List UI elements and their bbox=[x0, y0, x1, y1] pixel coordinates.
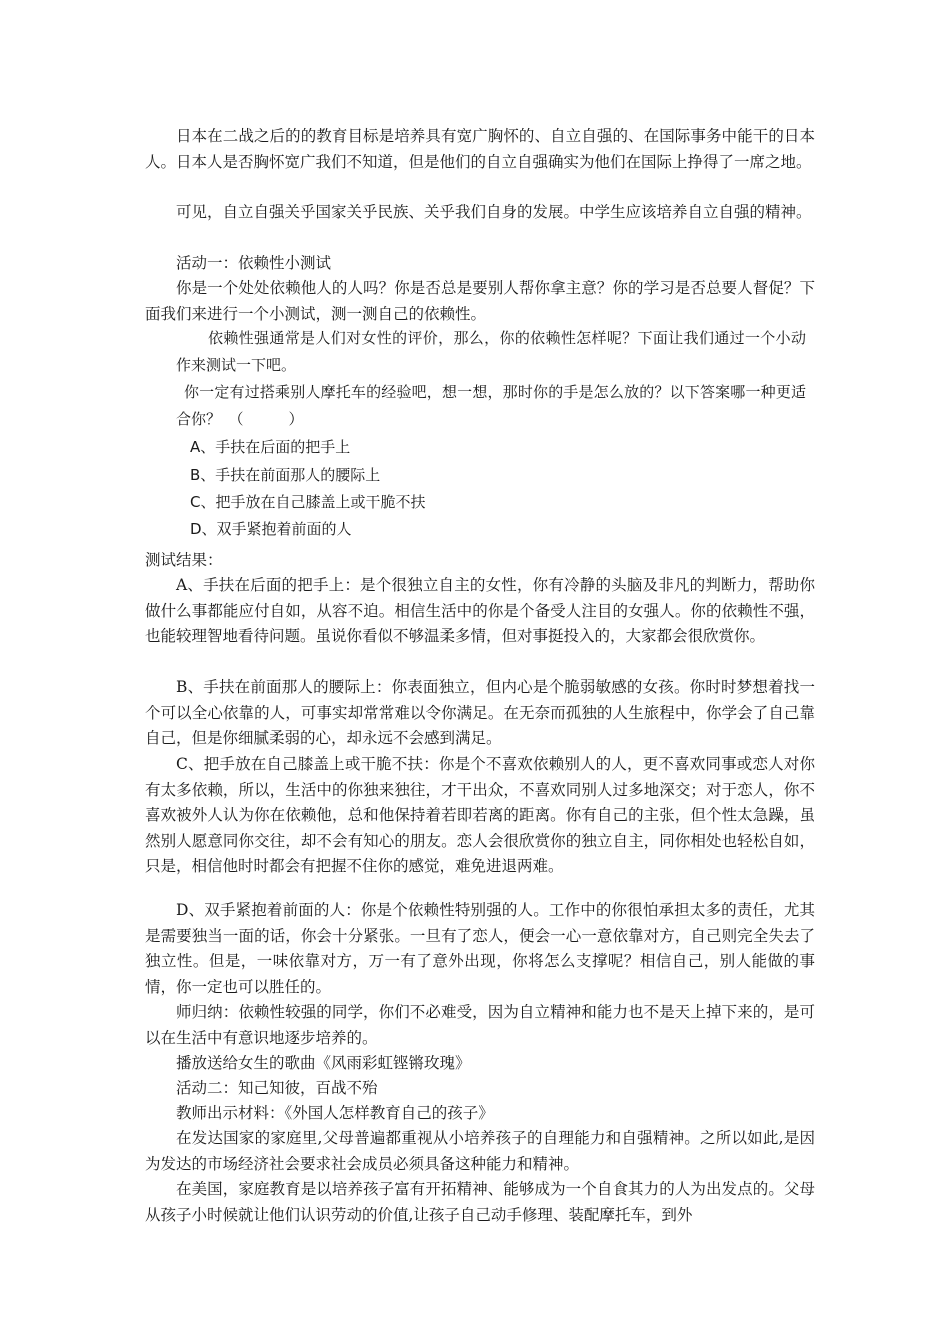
result-b: B、手扶在前面那人的腰际上：你表面独立，但内心是个脆弱敏感的女孩。你时时梦想着找一个可以全心依靠的人，可事实却常常难以令你满足。在无奈而孤独的人生旅程中，你学会了自己靠自己，但是你细腻柔弱的心，却永远不会感到满足。 bbox=[145, 678, 815, 747]
paragraph-dependence-intro: 你是一个处处依赖他人的人吗？你是否总是要别人帮你拿主意？你的学习是否总要人督促？下面我们来进行一个小测试，测一测自己的依赖性。 bbox=[145, 279, 815, 323]
paragraph-self-reliance: 可见，自立自强关乎国家关乎民族、关乎我们自身的发展。中学生应该培养自立自强的精神。 bbox=[176, 203, 812, 221]
option-d: D、双手紧抱着前面的人 bbox=[190, 520, 352, 538]
teacher-material: 教师出示材料：《外国人怎样教育自己的孩子》 bbox=[176, 1104, 494, 1122]
result-c: C、把手放在自己膝盖上或干脆不扶：你是个不喜欢依赖别人的人，更不喜欢同事或恋人对你有太多依赖，所以，生活中的你独来独往，才干出众，不喜欢同别人过多地深交；对于恋人，你不喜欢被外人认为你在依赖他，总和他保持着若即若离的距离。你有自己的主张，但个性太急躁，虽然别人愿意同你交往，却不会有知心的朋友。恋人会很欣赏你的独立自主，同你相处也轻松自如，只是，相信他时时都会有把握不住你的感觉，难免进退两难。 bbox=[145, 755, 815, 875]
result-a: A、手扶在后面的把手上：是个很独立自主的女性，你有冷静的头脑及非凡的判断力，帮助你做什么事都能应付自如，从容不迫。相信生活中的你是个备受人注目的女强人。你的依赖性不强，也能较理智地看待问题。虽说你看似不够温柔多情，但对事挺投入的，大家都会很欣赏你。 bbox=[145, 576, 815, 645]
test-result-heading: 测试结果： bbox=[145, 551, 223, 569]
paragraph-developed-countries: 在发达国家的家庭里,父母普遍都重视从小培养孩子的自理能力和自强精神。之所以如此,是因为发达的市场经济社会要求社会成员必须具备这种能力和精神。 bbox=[145, 1129, 815, 1173]
paragraph-dependence-female: 依赖性强通常是人们对女性的评价，那么，你的依赖性怎样呢？下面让我们通过一个小动作来测试一下吧。 bbox=[176, 329, 806, 374]
activity-one-heading: 活动一：依赖性小测试 bbox=[176, 254, 332, 272]
teacher-summary: 师归纳：依赖性较强的同学，你们不必难受，因为自立精神和能力也不是天上掉下来的，是可以在生活中有意识地逐步培养的。 bbox=[145, 1003, 815, 1047]
option-a: A、手扶在后面的把手上 bbox=[190, 438, 351, 456]
paragraph-america: 在美国，家庭教育是以培养孩子富有开拓精神、能够成为一个自食其力的人为出发点的。父母从孩子小时候就让他们认识劳动的价值,让孩子自己动手修理、装配摩托车，到外 bbox=[145, 1180, 815, 1224]
result-d: D、双手紧抱着前面的人：你是个依赖性特别强的人。工作中的你很怕承担太多的责任，尤其是需要独当一面的话，你会十分紧张。一旦有了恋人，便会一心一意依靠对方，自己则完全失去了独立性。但是，一味依靠对方，万一有了意外出现，你将怎么支撑呢？相信自己，别人能做的事情，你一定也可以胜任的。 bbox=[145, 901, 815, 996]
paragraph-japan-education: 日本在二战之后的的教育目标是培养具有宽广胸怀的、自立自强的、在国际事务中能干的日本人。日本人是否胸怀宽广我们不知道，但是他们的自立自强确实为他们在国际上挣得了一席之地。 bbox=[145, 127, 815, 171]
song-line: 播放送给女生的歌曲《风雨彩虹铿锵玫瑰》 bbox=[176, 1054, 471, 1072]
activity-two-heading: 活动二：知己知彼，百战不殆 bbox=[176, 1079, 378, 1097]
test-question: 你一定有过搭乘别人摩托车的经验吧，想一想，那时你的手是怎么放的？以下答案哪一种更适合你？ （ ） bbox=[176, 383, 806, 428]
option-c: C、把手放在自己膝盖上或干脆不扶 bbox=[190, 493, 426, 511]
option-b: B、手扶在前面那人的腰际上 bbox=[190, 466, 381, 484]
